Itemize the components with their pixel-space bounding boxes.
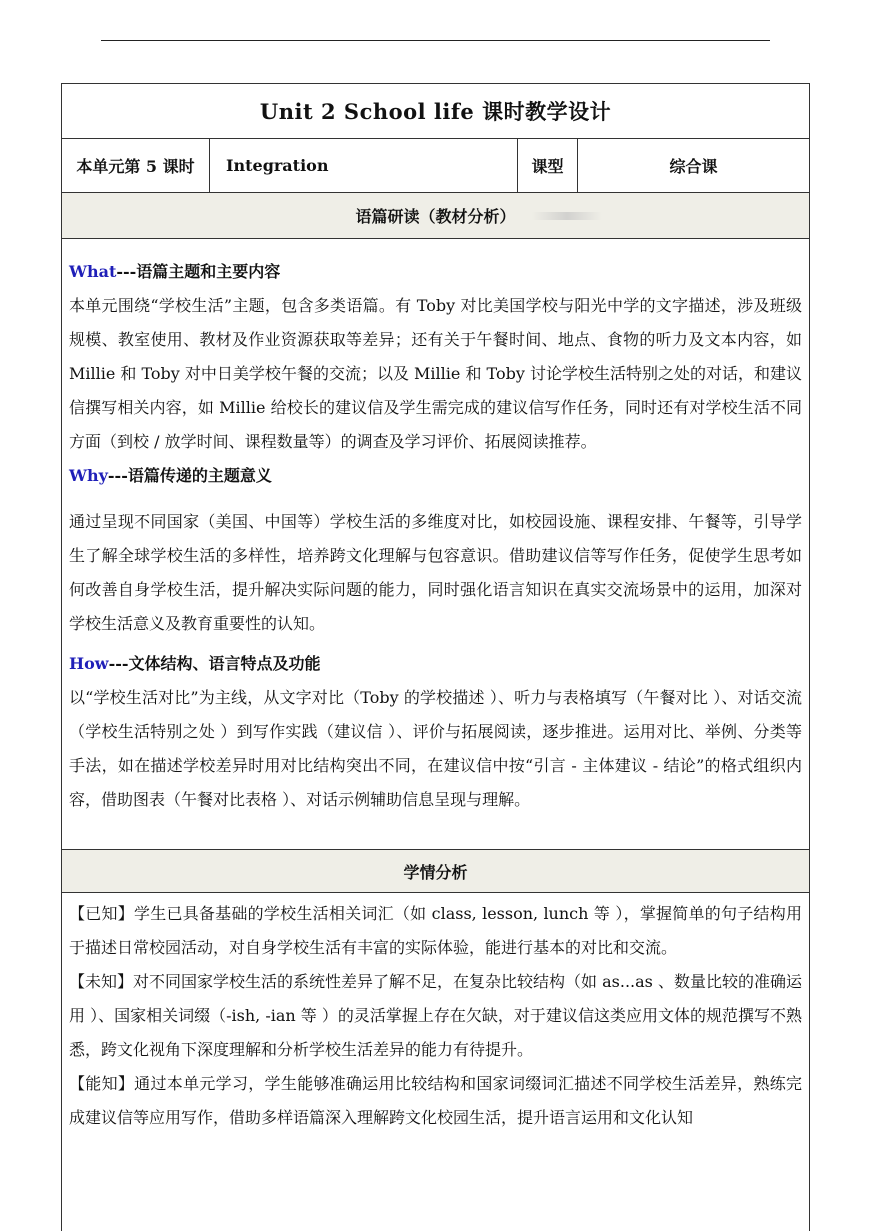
lesson-name: Integration (210, 139, 518, 192)
how-keyword: How (69, 654, 109, 673)
scan-smudge (532, 212, 602, 220)
how-paragraph: 以“学校生活对比”为主线，从文字对比（Toby 的学校描述 ）、听力与表格填写（午餐对比 ）、对话交流（学校生活特别之处 ）到写作实践（建议信 ）、评价与拓展阅读，逐步推进。运用对比、举例、分类等手法，如在描述学校差异时用对比结构突出不同，在建议信中按“引言 - 主体建议 - 结论”的格式组织内容，借助图表（午餐对比表格 ）、对话示例辅助信息呈现与理解。 (69, 688, 802, 809)
unknown-paragraph: 【未知】对不同国家学校生活的系统性差异了解不足，在复杂比较结构（如 as...as 、数量比较的准确运用 ）、国家相关词缀（-ish, -ian 等 ）的灵活掌握上存在欠缺，对于建议信这类应用文体的规范撰写不熟悉，跨文化视角下深度理解和分析学校生活差异的能力有待提升。 (69, 972, 802, 1059)
known-paragraph: 【已知】学生已具备基础的学校生活相关词汇（如 class, lesson, lunch 等 ），掌握简单的句子结构用于描述日常校园活动，对自身学校生活有丰富的实际体验，能进行基本的对比和交流。 (69, 904, 802, 957)
what-heading (69, 255, 802, 289)
what-keyword: What (69, 262, 117, 281)
section-heading-student-analysis (62, 849, 809, 893)
what-title: ---语篇主题和主要内容 (116, 262, 281, 281)
why-heading (69, 459, 802, 493)
header-rule (101, 40, 770, 41)
section-heading-label: 语篇研读（教材分析） (355, 207, 516, 226)
why-paragraph: 通过呈现不同国家（美国、中国等）学校生活的多维度对比，如校园设施、课程安排、午餐等，引导学生了解全球学校生活的多样性，培养跨文化理解与包容意识。借助建议信等写作任务，促使学生思考如何改善自身学校生活，提升解决实际问题的能力，同时强化语言知识在真实交流场景中的运用，加深对学校生活意义及教育重要性的认知。 (69, 512, 802, 633)
lesson-number: 本单元第 5 课时 (62, 139, 210, 192)
section-heading-label-2: 学情分析 (403, 862, 468, 882)
lesson-plan-table (61, 83, 810, 1231)
how-title: ---文体结构、语言特点及功能 (108, 654, 321, 673)
text-analysis-content (69, 255, 802, 817)
lesson-type-value: 综合课 (669, 157, 718, 176)
what-paragraph: 本单元围绕“学校生活”主题，包含多类语篇。有 Toby 对比美国学校与阳光中学的文字描述，涉及班级规模、教室使用、教材及作业资源获取等差异；还有关于午餐时间、地点、食物的听力及文本内容，如 Millie 和 Toby 对中日美学校午餐的交流；以及 Millie 和 Toby 讨论学校生活特别之处的对话，和建议信撰写相关内容，如 Millie 给校长的建议信及学生需完成的建议信写作任务，同时还有对学校生活不同方面（到校 / 放学时间、课程数量等）的调查及学习评价、拓展阅读推荐。 (69, 296, 802, 451)
how-heading (69, 647, 802, 681)
able-paragraph: 【能知】通过本单元学习，学生能够准确运用比较结构和国家词缀词汇描述不同学校生活差异，熟练完成建议信等应用写作，借助多样语篇深入理解跨文化校园生活，提升语言运用和文化认知 (69, 1074, 802, 1127)
student-analysis-content (69, 897, 802, 1135)
lesson-type-label: 课型 (518, 139, 578, 192)
page-title: Unit 2 School life 课时教学设计 (259, 99, 612, 124)
why-keyword: Why (69, 466, 108, 485)
section-heading-text-analysis (62, 193, 809, 239)
title-row (62, 84, 809, 139)
why-title: ---语篇传递的主题意义 (107, 466, 272, 485)
meta-row (62, 139, 809, 193)
